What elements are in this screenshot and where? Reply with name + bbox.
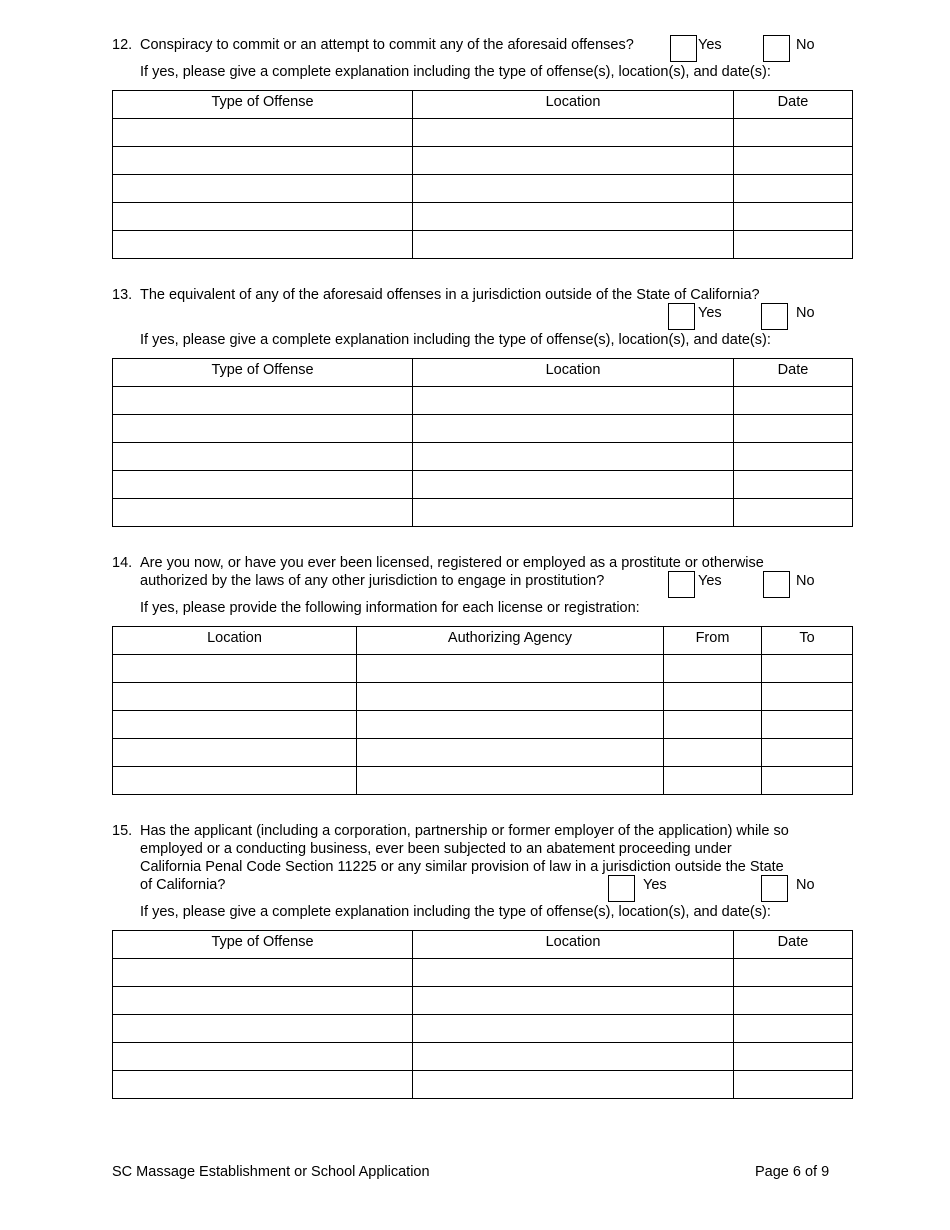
table-cell[interactable]	[113, 683, 357, 711]
column-header: Date	[734, 91, 853, 119]
table-cell[interactable]	[734, 415, 853, 443]
table-cell[interactable]	[357, 655, 664, 683]
table-cell[interactable]	[413, 1043, 734, 1071]
table-cell[interactable]	[113, 767, 357, 795]
table-header-row	[113, 91, 853, 119]
table-row	[113, 119, 853, 147]
q15-no-label: No	[796, 877, 815, 893]
table-row	[113, 655, 853, 683]
table-row	[113, 1071, 853, 1099]
table-header-row	[113, 931, 853, 959]
table-cell[interactable]	[113, 1071, 413, 1099]
table-cell[interactable]	[113, 443, 413, 471]
table-cell[interactable]	[113, 959, 413, 987]
q14-no-checkbox[interactable]	[763, 571, 790, 598]
table-cell[interactable]	[664, 655, 762, 683]
table-cell[interactable]	[413, 987, 734, 1015]
table-cell[interactable]	[734, 203, 853, 231]
table-cell[interactable]	[734, 499, 853, 527]
q13-question: The equivalent of any of the aforesaid offenses in a jurisdiction outside of the State of California?	[140, 287, 760, 303]
table-cell[interactable]	[734, 175, 853, 203]
q13-instruction: If yes, please give a complete explanation including the type of offense(s), location(s), and date(s):	[140, 332, 771, 348]
table-row	[113, 231, 853, 259]
table-row	[113, 767, 853, 795]
q15-yes-label: Yes	[643, 877, 667, 893]
q12-number: 12.	[112, 37, 133, 53]
footer-page-number: Page 6 of 9	[755, 1164, 830, 1180]
table-cell[interactable]	[113, 711, 357, 739]
table-cell[interactable]	[357, 711, 664, 739]
table-cell[interactable]	[734, 959, 853, 987]
table-row	[113, 1043, 853, 1071]
column-header: Date	[734, 931, 853, 959]
table-cell[interactable]	[413, 1071, 734, 1099]
table-cell[interactable]	[113, 175, 413, 203]
q15-offense-table	[112, 930, 853, 1099]
table-cell[interactable]	[357, 683, 664, 711]
q14-question-line2: authorized by the laws of any other jurisdiction to engage in prostitution?	[140, 573, 605, 589]
table-row	[113, 959, 853, 987]
q14-yes-label: Yes	[698, 573, 722, 589]
table-cell[interactable]	[357, 739, 664, 767]
table-cell[interactable]	[113, 203, 413, 231]
q13-no-label: No	[796, 305, 815, 321]
q15-question-line3: California Penal Code Section 11225 or any similar provision of law in a jurisdiction outside the State	[140, 859, 784, 875]
table-cell[interactable]	[413, 443, 734, 471]
q15-question-line2: employed or a conducting business, ever been subjected to an abatement proceeding under	[140, 841, 732, 857]
table-cell[interactable]	[413, 471, 734, 499]
table-cell[interactable]	[413, 387, 734, 415]
q13-offense-table	[112, 358, 853, 527]
q15-question-line4: of California?	[140, 877, 226, 893]
q15-number: 15.	[112, 823, 133, 839]
table-cell[interactable]	[413, 119, 734, 147]
table-cell[interactable]	[413, 499, 734, 527]
table-cell[interactable]	[113, 231, 413, 259]
table-cell[interactable]	[734, 443, 853, 471]
table-row	[113, 415, 853, 443]
column-header: Location	[413, 91, 734, 119]
q14-yes-checkbox[interactable]	[668, 571, 695, 598]
table-cell[interactable]	[734, 119, 853, 147]
q12-yes-label: Yes	[698, 37, 722, 53]
table-cell[interactable]	[734, 1043, 853, 1071]
table-cell[interactable]	[357, 767, 664, 795]
table-cell[interactable]	[113, 739, 357, 767]
q15-yes-checkbox[interactable]	[608, 875, 635, 902]
column-header: From	[664, 627, 762, 655]
table-cell[interactable]	[113, 655, 357, 683]
table-cell[interactable]	[734, 987, 853, 1015]
q12-no-checkbox[interactable]	[763, 35, 790, 62]
q15-no-checkbox[interactable]	[761, 875, 788, 902]
table-header-row	[113, 627, 853, 655]
table-cell[interactable]	[413, 415, 734, 443]
table-cell[interactable]	[762, 767, 853, 795]
table-cell[interactable]	[762, 683, 853, 711]
q14-license-table	[112, 626, 853, 795]
q13-yes-label: Yes	[698, 305, 722, 321]
q13-number: 13.	[112, 287, 133, 303]
column-header: Type of Offense	[113, 359, 413, 387]
table-cell[interactable]	[113, 387, 413, 415]
table-cell[interactable]	[734, 1071, 853, 1099]
table-row	[113, 1015, 853, 1043]
table-cell[interactable]	[734, 387, 853, 415]
table-cell[interactable]	[664, 739, 762, 767]
column-header: Type of Offense	[113, 91, 413, 119]
column-header: Location	[413, 931, 734, 959]
table-cell[interactable]	[413, 175, 734, 203]
footer-form-title: SC Massage Establishment or School Application	[112, 1164, 430, 1180]
table-row	[113, 499, 853, 527]
table-cell[interactable]	[413, 147, 734, 175]
table-cell[interactable]	[113, 987, 413, 1015]
table-cell[interactable]	[113, 119, 413, 147]
table-cell[interactable]	[762, 655, 853, 683]
table-row	[113, 443, 853, 471]
table-cell[interactable]	[113, 471, 413, 499]
table-row	[113, 683, 853, 711]
table-cell[interactable]	[664, 683, 762, 711]
table-cell[interactable]	[762, 711, 853, 739]
table-row	[113, 147, 853, 175]
q12-question: Conspiracy to commit or an attempt to commit any of the aforesaid offenses?	[140, 37, 634, 53]
table-row	[113, 987, 853, 1015]
table-cell[interactable]	[734, 147, 853, 175]
column-header: Location	[413, 359, 734, 387]
table-cell[interactable]	[113, 147, 413, 175]
table-cell[interactable]	[413, 231, 734, 259]
q14-number: 14.	[112, 555, 133, 571]
column-header: Authorizing Agency	[357, 627, 664, 655]
table-row	[113, 739, 853, 767]
table-cell[interactable]	[664, 711, 762, 739]
q12-offense-table	[112, 90, 853, 259]
table-cell[interactable]	[113, 1043, 413, 1071]
q12-instruction: If yes, please give a complete explanation including the type of offense(s), location(s), and date(s):	[140, 64, 771, 80]
table-cell[interactable]	[762, 739, 853, 767]
table-row	[113, 175, 853, 203]
q13-no-checkbox[interactable]	[761, 303, 788, 330]
table-cell[interactable]	[734, 231, 853, 259]
table-cell[interactable]	[413, 203, 734, 231]
column-header: Type of Offense	[113, 931, 413, 959]
table-row	[113, 203, 853, 231]
q15-instruction: If yes, please give a complete explanation including the type of offense(s), location(s), and date(s):	[140, 904, 771, 920]
table-cell[interactable]	[113, 415, 413, 443]
table-header-row	[113, 359, 853, 387]
table-row	[113, 387, 853, 415]
column-header: Location	[113, 627, 357, 655]
table-cell[interactable]	[734, 471, 853, 499]
table-cell[interactable]	[113, 1015, 413, 1043]
table-cell[interactable]	[413, 959, 734, 987]
q12-no-label: No	[796, 37, 815, 53]
q14-instruction: If yes, please provide the following information for each license or registration:	[140, 600, 640, 616]
q14-no-label: No	[796, 573, 815, 589]
q15-question-line1: Has the applicant (including a corporation, partnership or former employer of the application) while so	[140, 823, 789, 839]
column-header: To	[762, 627, 853, 655]
table-cell[interactable]	[734, 1015, 853, 1043]
table-row	[113, 471, 853, 499]
table-cell[interactable]	[113, 499, 413, 527]
table-cell[interactable]	[413, 1015, 734, 1043]
column-header: Date	[734, 359, 853, 387]
table-row	[113, 711, 853, 739]
q14-question-line1: Are you now, or have you ever been licensed, registered or employed as a prostitute or otherwise	[140, 555, 764, 571]
table-cell[interactable]	[664, 767, 762, 795]
q13-yes-checkbox[interactable]	[668, 303, 695, 330]
q12-yes-checkbox[interactable]	[670, 35, 697, 62]
